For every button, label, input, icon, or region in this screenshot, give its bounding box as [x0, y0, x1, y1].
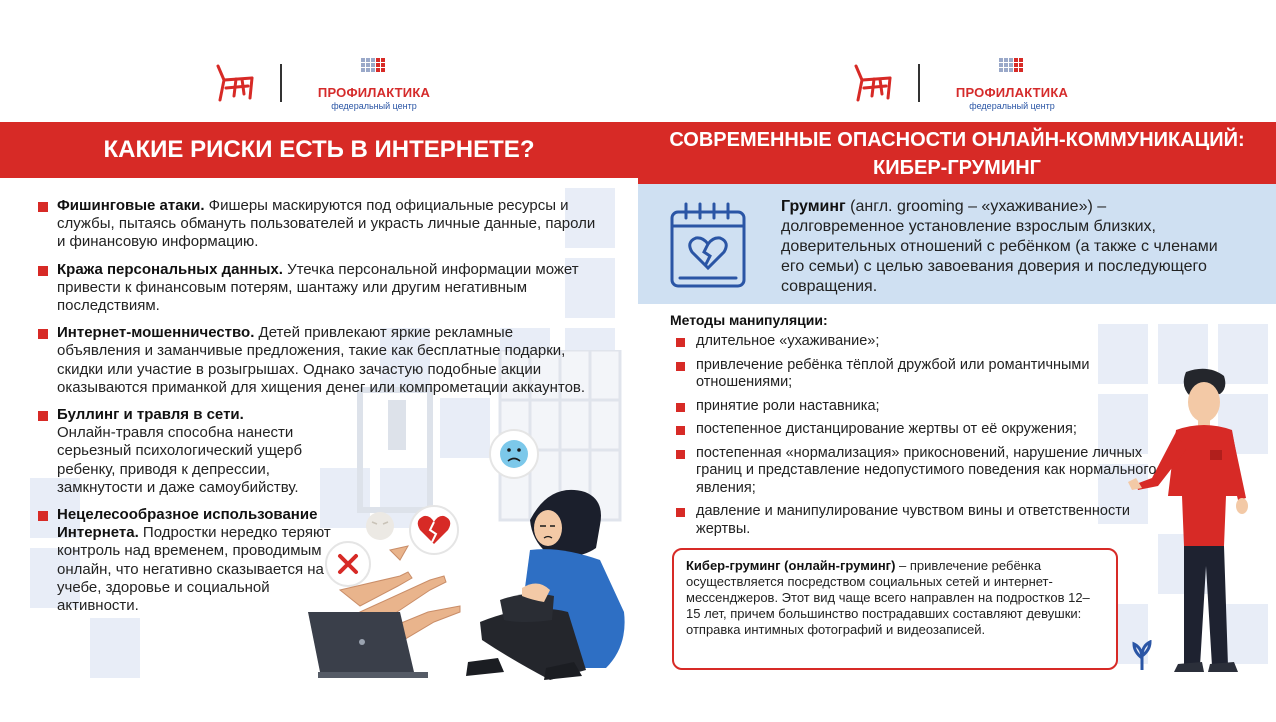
flag-grid-icon: [361, 58, 387, 76]
cyber-text: – привлечение ребёнка осуществляется посредством социальных сетей и интернет-мессенджеров. Этот вид чаще всего направлен на подростков 12–15 лет, причем большинство пострадавших составляют девушки: отправка интимных фотографий и видеозаписей.: [686, 558, 1090, 637]
method-text: постепенное дистанцирование жертвы от её окружения;: [696, 421, 1077, 437]
risk-text: Фишеры маскируются под официальные ресурсы и службы, пытаясь обмануть пользователей и украсть личные данные, пароли и финансовую информацию.: [57, 197, 596, 251]
list-item: [38, 506, 338, 615]
flag-grid-icon: [999, 58, 1025, 76]
definition-box: [638, 184, 1276, 304]
bullet-square-icon: [676, 403, 685, 412]
bullet-square-icon: [676, 508, 685, 517]
bullet-square-icon: [38, 266, 48, 276]
definition-text: [781, 197, 1221, 297]
cyber-term: Кибер-груминг (онлайн-груминг): [686, 558, 896, 573]
calendar-heart-icon: [668, 198, 748, 290]
brand-subtitle: федеральный центр: [331, 101, 417, 111]
list-item: [676, 357, 1166, 392]
method-text: длительное «ухаживание»;: [696, 333, 880, 349]
risk-text: Онлайн-травля способна нанести серьезный психологический ущерб ребенку, приводя к депрессии, замкнутости и даже самоубийству.: [57, 424, 303, 496]
logo-row: [0, 58, 638, 111]
bullet-square-icon: [676, 450, 685, 459]
bullet-square-icon: [38, 202, 48, 212]
logo-separator: [918, 64, 920, 102]
list-item: [676, 503, 1166, 538]
page-title: [638, 122, 1276, 184]
list-item: [676, 445, 1166, 498]
logo-separator: [280, 64, 282, 102]
method-text: привлечение ребёнка тёплой дружбой или романтичными отношениями;: [696, 356, 1090, 390]
right-panel: [638, 0, 1276, 722]
chair-logo-icon: [852, 64, 898, 102]
methods-title: Методы манипуляции:: [670, 312, 828, 328]
risk-title: Нецелесообразное использование Интернета.: [57, 506, 318, 542]
definition-term: Груминг: [781, 198, 846, 215]
bullet-square-icon: [38, 511, 48, 521]
risk-title: Фишинговые атаки.: [57, 197, 205, 214]
risk-list: [38, 197, 598, 624]
brand-name: ПРОФИЛАКТИКА: [317, 85, 431, 100]
bullet-square-icon: [676, 338, 685, 347]
chair-logo-icon: [214, 64, 260, 102]
brand-subtitle: федеральный центр: [969, 101, 1055, 111]
list-item: [38, 197, 598, 252]
definition-body: (англ. grooming – «ухаживание») – долговременное установление взрослым близких, доверительных отношений с ребёнком (а также с членами его семьи) с целью завоевания доверия и последующего совращения.: [781, 198, 1218, 295]
list-item: [38, 324, 598, 397]
list-item: [38, 261, 598, 316]
bullet-square-icon: [676, 426, 685, 435]
method-text: принятие роли наставника;: [696, 397, 880, 414]
list-item: [676, 421, 1166, 439]
risk-title: Кража персональных данных.: [57, 260, 283, 278]
bullet-square-icon: [38, 329, 48, 339]
brand-name: ПРОФИЛАКТИКА: [955, 85, 1069, 100]
risk-title: Буллинг и травля в сети.: [57, 406, 244, 424]
list-item: [38, 406, 358, 497]
list-item: [676, 333, 1166, 351]
risk-text: Подростки нередко теряют контроль над временем, проводимым онлайн, что негативно сказывается на учебе, здоровье и социальной активности.: [57, 524, 331, 615]
bullet-square-icon: [38, 411, 48, 421]
list-item: [676, 398, 1166, 416]
bullet-square-icon: [676, 362, 685, 371]
page-title: КАКИЕ РИСКИ ЕСТЬ В ИНТЕРНЕТЕ?: [0, 122, 638, 178]
method-text: постепенная «нормализация» прикосновений, нарушение личных границ и представление недопустимого поведения как нормального явления;: [696, 444, 1157, 496]
risk-title: Интернет-мошенничество.: [57, 324, 255, 342]
risk-text: Утечка персональной информации может привести к финансовым потерям, шантажу или другим негативным последствиям.: [57, 260, 579, 315]
plant-icon: [1130, 640, 1154, 670]
brand-logo: [304, 58, 444, 111]
brand-logo: [942, 58, 1082, 111]
logo-row: [638, 58, 1276, 111]
risk-text: Детей привлекают яркие рекламные объявления и заманчивые предложения, такие как бесплатные подарки, скидки или участие в розыгрышах. Однако зачастую подобные акции оказываются приманкой для хищения денег или компрометации аккаунтов.: [57, 324, 586, 396]
cyber-grooming-box: [672, 548, 1118, 670]
page-title-line1: СОВРЕМЕННЫЕ ОПАСНОСТИ ОНЛАЙН-КОММУНИКАЦИЙ:: [669, 129, 1245, 151]
method-text: давление и манипулирование чувством вины и ответственности жертвы.: [696, 503, 1130, 537]
page-title-line2: КИБЕР-ГРУМИНГ: [873, 157, 1041, 179]
methods-list: [676, 333, 1166, 544]
